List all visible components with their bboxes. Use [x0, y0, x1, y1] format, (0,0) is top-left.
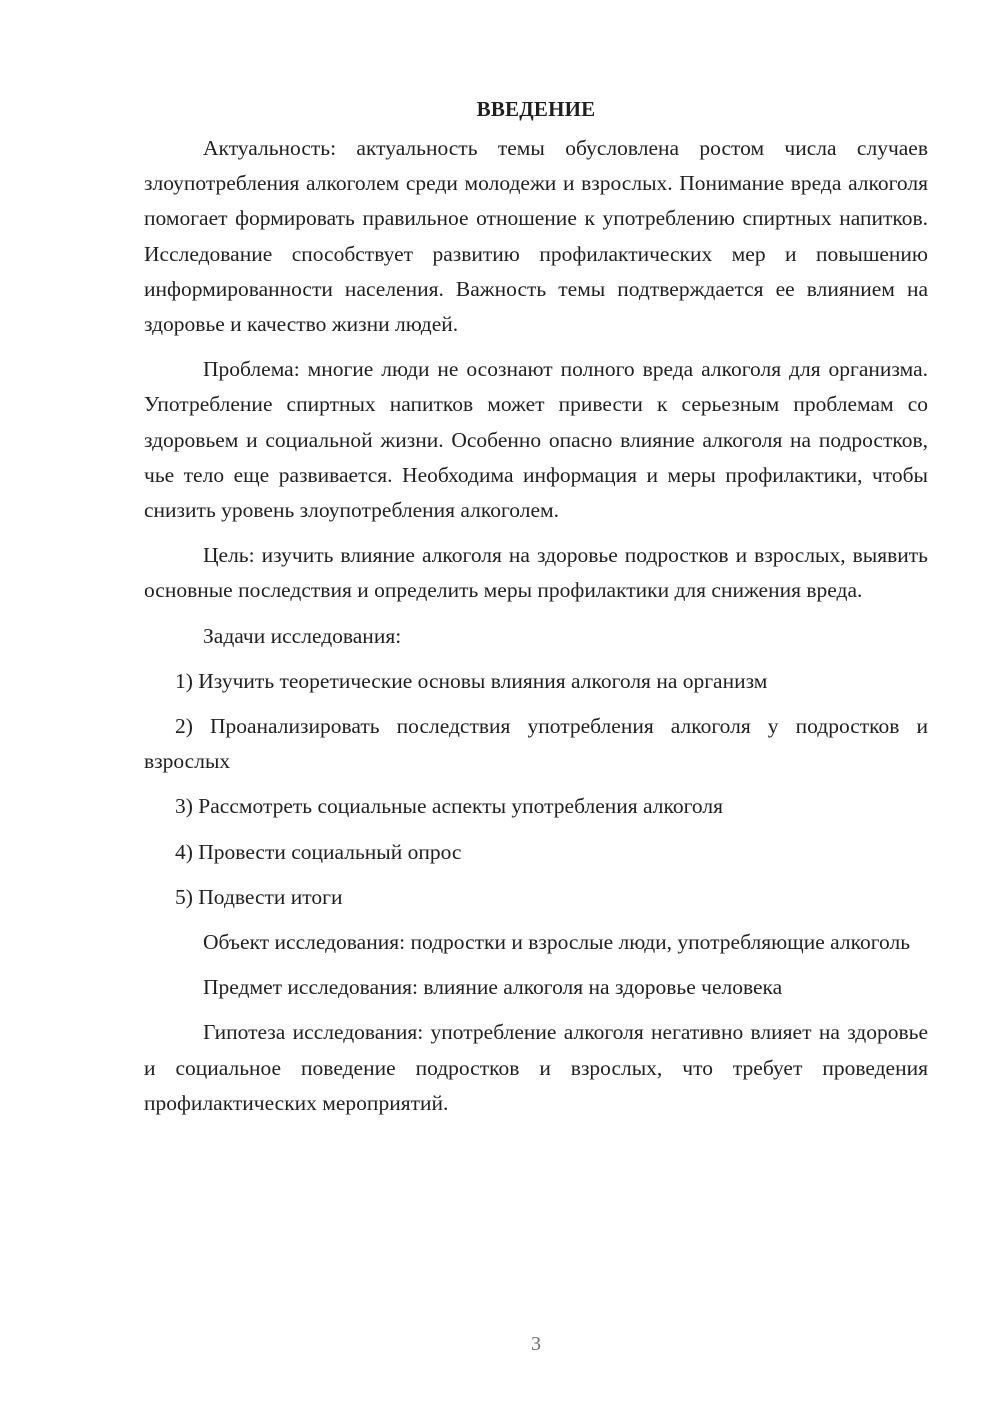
paragraph-object: Объект исследования: подростки и взрослые люди, употребляющие алкоголь: [203, 930, 911, 955]
task-item-4: 4) Провести социальный опрос: [175, 839, 462, 864]
page-content: [144, 92, 928, 1131]
page-number: 3: [531, 1333, 541, 1355]
task-item-2: 2) Проанализировать последствия употребления алкоголя у подростков и взрослых: [144, 714, 928, 774]
task-item-3: 3) Рассмотреть социальные аспекты употребления алкоголя: [175, 794, 723, 819]
task-item-5: 5) Подвести итоги: [175, 884, 343, 909]
task-item-1: 1) Изучить теоретические основы влияния алкоголя на организм: [175, 668, 768, 693]
section-title: ВВЕДЕНИЕ: [476, 97, 596, 121]
paragraph-goal: Цель: изучить влияние алкоголя на здоровье подростков и взрослых, выявить основные последствия и определить меры профилактики для снижения вреда.: [144, 543, 928, 603]
paragraph-relevance: Актуальность: актуальность темы обусловлена ростом числа случаев злоупотребления алкоголем среди молодежи и взрослых. Понимание вреда алкоголя помогает формировать правильное отношение к употреблению спиртных напитков. Исследование способствует развитию профилактических мер и повышению информированности населения. Важность темы подтверждается ее влиянием на здоровье и качество жизни людей.: [144, 136, 928, 337]
paragraph-hypothesis: Гипотеза исследования: употребление алкоголя негативно влияет на здоровье и социальное поведение подростков и взрослых, что требует проведения профилактических мероприятий.: [144, 1020, 928, 1115]
tasks-heading: Задачи исследования:: [203, 623, 402, 648]
paragraph-subject: Предмет исследования: влияние алкоголя на здоровье человека: [203, 975, 783, 1000]
paragraph-problem: Проблема: многие люди не осознают полного вреда алкоголя для организма. Употребление спиртных напитков может привести к серьезным проблемам со здоровьем и социальной жизни. Особенно опасно влияние алкоголя на подростков, чье тело еще развивается. Необходима информация и меры профилактики, чтобы снизить уровень злоупотребления алкоголем.: [144, 357, 928, 523]
